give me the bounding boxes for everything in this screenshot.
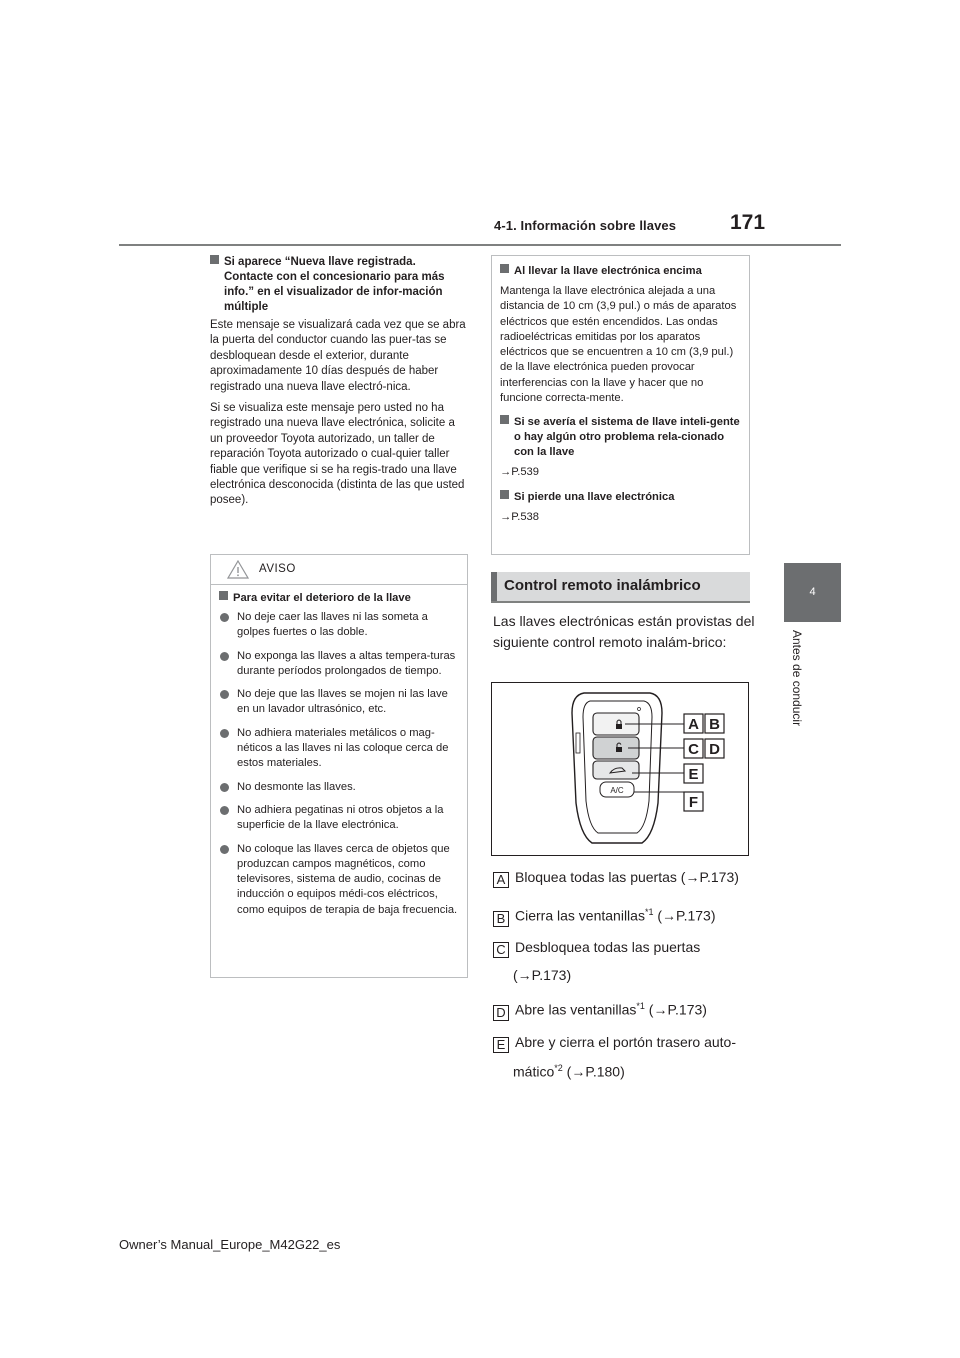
square-bullet-icon	[210, 255, 219, 264]
warning-box	[210, 554, 468, 978]
bullet-icon	[220, 690, 229, 699]
list-item-b: B Cierra las ventanillas$^{*1}$ (→P.173)	[493, 903, 715, 927]
info-subheading: Al llevar la llave electrónica encima	[500, 264, 740, 279]
header-rule	[119, 244, 841, 246]
square-bullet-icon	[500, 264, 509, 273]
item-letter: E	[493, 1037, 509, 1053]
arrow-icon: →	[571, 1063, 586, 1080]
list-item: No adhiera materiales metálicos o mag-néticos a las llaves ni las coloque cerca de estos materiales.	[219, 726, 459, 772]
item-letter: B	[493, 911, 509, 927]
item-letter: D	[493, 1005, 509, 1021]
left-column	[210, 255, 468, 515]
svg-text:F: F	[688, 794, 699, 811]
list-item: No coloque las llaves cerca de objetos que produzcan campos magnéticos, como televisores, sistema de audio, cocinas de inducción o equipos médi-cos eléctricos, como equipos de terapia de baja frecuencia.	[219, 842, 459, 918]
item-letter: C	[493, 942, 509, 958]
section-heading: Control remoto inalámbrico	[491, 572, 750, 603]
arrow-icon: →	[685, 869, 700, 885]
section-heading-bar	[491, 572, 497, 601]
svg-text:A: A	[688, 716, 699, 733]
list-item: No adhiera pegatinas ni otros objetos a la superficie de la llave electrónica.	[219, 803, 459, 834]
bullet-icon	[220, 806, 229, 815]
footer-text: Owner’s Manual_Europe_M42G22_es	[119, 1237, 341, 1252]
square-bullet-icon	[219, 591, 228, 600]
page-reference: →P.538	[500, 510, 539, 523]
bullet-icon	[220, 783, 229, 792]
warning-title: AVISO	[259, 563, 296, 575]
list-item: No exponga las llaves a altas tempera-turas durante períodos prolongados de tiempo.	[219, 649, 459, 680]
item-letter: A	[493, 872, 509, 888]
list-item-a: A Bloquea todas las puertas (→P.173)	[493, 868, 739, 888]
svg-text:B: B	[709, 716, 720, 733]
svg-text:E: E	[688, 766, 699, 783]
tailgate-button	[593, 761, 639, 779]
list-item-c-continuation: (→P.173)	[513, 967, 572, 983]
warning-header	[211, 555, 467, 585]
info-subheading: Si se avería el sistema de llave inteli-gente o hay algún otro problema rela-cionado con la llave	[500, 415, 740, 460]
chapter-label: Antes de conducir	[790, 630, 804, 727]
info-box	[491, 255, 750, 555]
info-paragraph: Mantenga la llave electrónica alejada a una distancia de 10 cm (3,9 pul.) o más de aparatos eléctricos que estén encendidos. Las ondas radioeléctricas emitidas por los aparatos eléctricos que se encuentren a 10 cm (3,9 pul.) de la llave electrónica pueden provocar interferencias con la llave y hacer que no funcione correcta-mente.	[500, 285, 737, 405]
list-item-c: C Desbloquea todas las puertas	[493, 938, 700, 958]
list-item-e: E Abre y cierra el portón trasero auto-	[493, 1033, 736, 1053]
info-subheading: Si pierde una llave electrónica	[500, 490, 740, 505]
list-item: No deje caer las llaves ni las someta a golpes fuertes o las doble.	[219, 610, 459, 641]
page-number: 171	[730, 211, 766, 234]
list-item: No deje que las llaves se mojen ni las lave en un lavador ultrasónico, etc.	[219, 687, 459, 718]
bullet-icon	[220, 613, 229, 622]
section-intro: Las llaves electrónicas están provistas del siguiente control remoto inalám-brico:	[493, 613, 755, 650]
subheading: Si aparece “Nueva llave registrada. Contacte con el concesionario para más info.” en el visualizador de infor-mación múltiple	[210, 255, 468, 315]
arrow-icon: →	[517, 967, 532, 983]
section-title: 4-1. Información sobre llaves	[494, 218, 677, 233]
bullet-icon	[220, 729, 229, 738]
square-bullet-icon	[500, 415, 509, 424]
arrow-icon: →	[662, 907, 677, 924]
svg-text:C: C	[688, 741, 699, 758]
arrow-icon: →	[500, 466, 512, 479]
list-item-e-continuation: mático$^{*2}$ (→P.180)	[513, 1063, 625, 1080]
bullet-icon	[220, 845, 229, 854]
list-item-d: D Abre las ventanillas$^{*1}$ (→P.173)	[493, 997, 707, 1021]
bullet-icon	[220, 652, 229, 661]
page-reference: →P.539	[500, 466, 539, 479]
square-bullet-icon	[500, 490, 509, 499]
arrow-icon: →	[653, 1001, 668, 1018]
svg-text:A/C: A/C	[610, 786, 624, 795]
paragraph: Este mensaje se visualizará cada vez que se abra la puerta del conductor cuando las puer-tas se desbloquean desde el exterior, durante aproximadamente 10 días después de haber registrado una nueva llave electró-nica.	[210, 319, 466, 393]
list-item: No desmonte las llaves.	[219, 780, 459, 795]
key-fob-illustration	[492, 683, 748, 855]
warning-triangle-icon	[227, 560, 249, 579]
chapter-tab: 4	[784, 563, 841, 622]
arrow-icon: →	[500, 510, 512, 523]
svg-text:D: D	[709, 741, 720, 758]
warning-subheading: Para evitar el deterioro de la llave	[219, 591, 459, 605]
key-fob-diagram	[491, 682, 749, 856]
paragraph: Si se visualiza este mensaje pero usted no ha registrado una nueva llave electrónica, solicite a un proveedor Toyota autorizado, un taller de reparación Toyota autorizado o cual-quier taller fiable que verifique si se ha regis-trado una llave electrónica desconocida (distinta de las que usted posee).	[210, 402, 465, 507]
